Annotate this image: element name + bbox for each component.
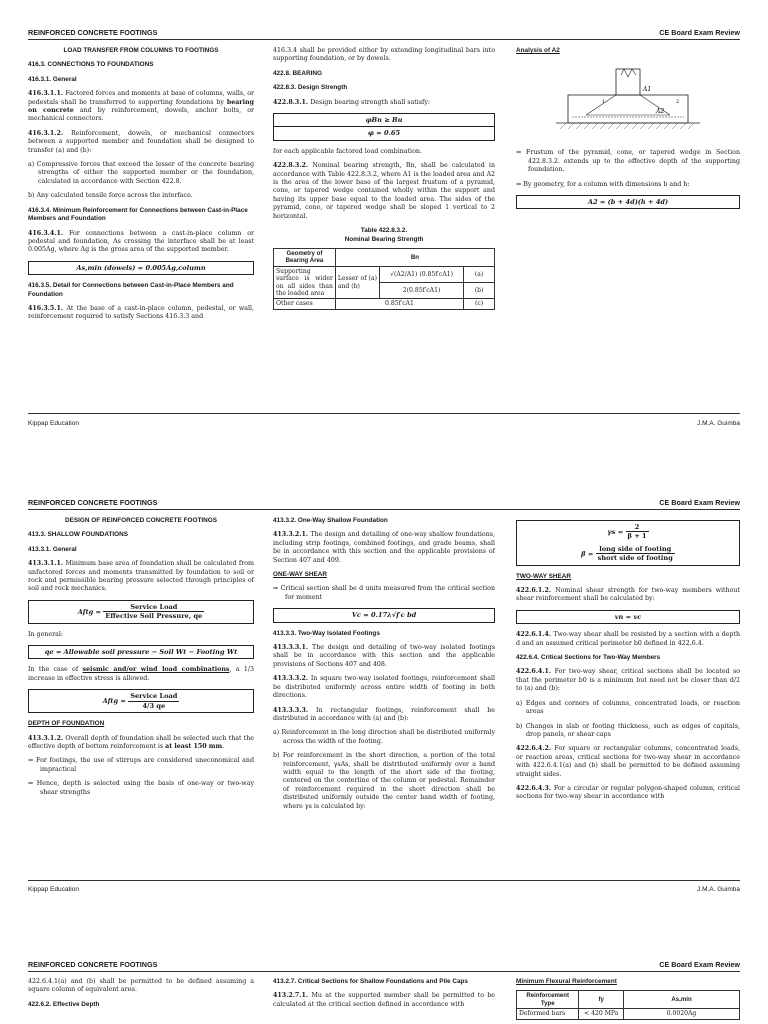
clause-416351: [28, 305, 254, 322]
table-header: Geometry of Bearing Area: [274, 248, 336, 266]
numerator: Service Load: [103, 603, 204, 612]
clause-text: , a 1/3 increase in effective stress is allowed.: [28, 666, 254, 682]
clause-text: .: [222, 742, 225, 750]
denominator: β + 1: [627, 532, 647, 541]
table-cell: 0.85f′cA1: [335, 299, 463, 309]
section-heading: 422.8. BEARING: [273, 69, 323, 77]
list-item-b: b) Changes in slab or footing thickness, such as edges of capitals, drop panels, or shear caps: [516, 722, 740, 738]
page1-column-2: [273, 47, 495, 310]
clause-number: 416.3.1.2.: [28, 129, 72, 137]
arrow-note: ⇒ Critical section shall be d units measured from the critical section for moment: [273, 585, 495, 601]
section-heading: ONE-WAY SHEAR: [273, 571, 327, 579]
page-3: [0, 940, 768, 1024]
table-cell: Supporting surface is wider on all sides than the loaded area: [274, 266, 336, 299]
bearing-strength-table: [273, 248, 495, 310]
table-cell: Other cases: [274, 299, 336, 309]
label-slope-1: 1: [602, 99, 606, 106]
footer-author: J.M.A. Guimba: [697, 886, 740, 893]
table-title: Table 422.8.3.2.: [360, 227, 408, 235]
subsection-heading: 413.2.7. Critical Sections for Shallow Foundations and Pile Caps: [273, 978, 468, 985]
footer-publisher: Kippap Education: [28, 886, 79, 893]
arrow-note: ⇒ For footings, the use of stirrups are considered uneconomical and impractical: [28, 757, 254, 773]
clause-number: 422.6.4.1.: [516, 668, 555, 676]
table-cell: Lesser of (a) and (b): [335, 266, 379, 299]
clause-413311: [28, 560, 254, 594]
clause-emphasis: seismic and/or wind load combinations: [82, 666, 230, 674]
header-title: REINFORCED CONCRETE FOOTINGS: [28, 28, 158, 37]
section-heading: 416.3. CONNECTIONS TO FOUNDATIONS: [28, 61, 154, 69]
label-slope-2: 2: [676, 99, 680, 106]
section-heading: Minimum Flexural Reinforcement: [516, 978, 617, 985]
clause-text: For a circular or regular polygon-shaped column, critical sections for two-way shear in accordance with: [516, 784, 741, 801]
clause-422614: [516, 631, 740, 648]
subsection-heading: 422.6.2. Effective Depth: [28, 1000, 100, 1008]
clause-number: 422.8.3.2.: [273, 162, 313, 170]
subsection-heading: 413.3.1. General: [28, 545, 77, 553]
table-cell: 2(0.85f′cA1): [380, 283, 464, 299]
clause-number: 422.6.4.3.: [516, 784, 554, 792]
clause-number: 422.6.1.2.: [516, 587, 556, 595]
frustum-left-edge: [586, 95, 616, 115]
clause-text: Minimum base area of foundation shall be calculated from unfactored forces and moments transmitted by foundation to soil or rock and permissible bearing pressure selected through principles of soil and rock mechanics.: [28, 560, 254, 593]
header-subtitle: CE Board Exam Review: [659, 28, 740, 37]
table-cell: [380, 266, 464, 282]
equation-gamma: [517, 521, 739, 543]
clause-text: and by reinforcement, dowels, anchor bolts, or mechanical connectors.: [28, 107, 255, 123]
clause-text: Nominal bearing strength, Bn, shall be calculated in accordance with Table 422.8.3.2, where A1 is the loaded area and A2 is the area of the lower base of the largest frustum of a pyramid, cone, or tapered wedge contained wholly within the support and having its upper base equal to the loaded area. The sides of the pyramid, cone, or tapered wedge shall be sloped 1 vertical to 2 horizontal.: [273, 162, 495, 220]
clause-number: 416.3.4.1.: [28, 229, 69, 237]
clause-text: The design and detailing of two-way isolated footings shall be in accordance with this section and the applicable provisions of Sections 407 and 408.: [273, 644, 495, 668]
equation-lhs: Aftg =: [77, 607, 102, 616]
equation-beta: [517, 543, 739, 565]
equation-lhs: β =: [581, 549, 594, 558]
table-header: Bn: [335, 248, 494, 266]
fraction: [626, 523, 649, 541]
footer-rule: [28, 880, 740, 881]
paragraph-seismic: [28, 666, 254, 683]
section-title: DESIGN OF REINFORCED CONCRETE FOOTINGS: [65, 517, 217, 524]
equation-asmin: As,min (dowels) = 0.005Ag,column: [28, 261, 254, 275]
table-cell: 0.0020Ag: [624, 1009, 740, 1019]
clause-422831: [273, 99, 495, 107]
equation-bearing: [273, 113, 495, 141]
clause-number: 413.3.1.2.: [28, 734, 66, 742]
clause-422643: [516, 785, 740, 802]
list-item-a: a) Reinforcement in the long direction shall be distributed uniformly across the width of the footing.: [273, 729, 495, 745]
clause-number: 413.3.3.1.: [273, 644, 313, 652]
table-header-row: [517, 991, 740, 1009]
clause-text: For connections between a cast-in-place column or pedestal and foundation, As crossing the interface shall be at least 0.005Ag, where Ag is the gross area of the supported member.: [28, 229, 254, 254]
ground-hatch: [560, 123, 694, 129]
equation-vn: vn = vc: [516, 610, 740, 624]
clause-number: 422.6.4.2.: [516, 745, 555, 753]
footing-shape: [568, 95, 688, 123]
clause-text: Nominal shear strength for two-way members without shear reinforcement shall be calculated by:: [516, 587, 740, 603]
paragraph-continued: 422.6.4.1(a) and (b) shall be permitted to be defined assuming a square column of equivalent area.: [28, 978, 254, 994]
table-cell: (a): [464, 266, 495, 282]
clause-413332: [273, 675, 495, 700]
page2-column-2: [273, 517, 495, 817]
footer-publisher: Kippap Education: [28, 420, 79, 427]
page2-column-1: [28, 517, 254, 803]
numerator: Service Load: [130, 692, 178, 701]
section-heading: DEPTH OF FOUNDATION: [28, 720, 105, 728]
table-header: fy: [579, 991, 624, 1009]
clause-text: For two-way shear, critical sections shall be located so that the perimeter b0 is a minimum but need not be closer than d/2 to (a) and (b):: [516, 668, 741, 693]
header-rule: [28, 509, 740, 510]
frustum-right-edge: [640, 95, 670, 115]
arrow-note: ⇒ Frustum of the pyramid, cone, or tapered wedge in Section 422.8.3.2. extends up to the effective depth of the supporting foundation.: [516, 149, 740, 174]
fraction: [128, 692, 179, 710]
table-cell: (c): [464, 299, 495, 309]
header-title: REINFORCED CONCRETE FOOTINGS: [28, 960, 158, 969]
subsection-heading: 422.8.3. Design Strength: [273, 84, 348, 92]
table-header-row: [274, 248, 495, 266]
clause-text: Overall depth of foundation shall be selected such that the effective depth of bottom reinforcement is: [28, 734, 254, 750]
equation-a2: A2 = (b + 4d)(h + 4d): [516, 195, 740, 209]
table-cell: Deformed bars: [517, 1009, 579, 1019]
formula: (0.85f′cA1): [419, 270, 453, 278]
clause-number: 413.3.2.1.: [273, 531, 311, 539]
clause-413312: [28, 735, 254, 752]
list-item-a: a) Edges and corners of columns, concentrated loads, or reaction areas: [516, 699, 740, 716]
clause-text: Mu at the supported member shall be permitted to be calculated at the critical section defined in accordance with: [273, 992, 496, 1008]
table-row: [517, 1009, 740, 1019]
clause-413271: [273, 992, 495, 1009]
page1-column-1: [28, 47, 254, 328]
arrow-note: ⇒ By geometry, for a column with dimensions b and h:: [516, 180, 690, 188]
page-2: [0, 470, 768, 900]
clause-text: Two-way shear shall be resisted by a section with a depth d and an assumed critical perimeter b0 defined in 422.6.4.: [516, 631, 740, 647]
table-header: As,min: [624, 991, 740, 1009]
frustum-diagram: [516, 61, 740, 143]
clause-emphasis: at least 150 mm: [165, 742, 223, 750]
page3-column-3: [516, 978, 740, 1020]
numerator: 2: [626, 523, 649, 532]
page3-column-1: [28, 978, 254, 1015]
equation-aftg-seismic: [28, 689, 254, 713]
clause-number: 413.3.1.1.: [28, 560, 66, 568]
equation-lhs: Aftg =: [102, 697, 126, 706]
subsection-heading: 413.3.2. One-Way Shallow Foundation: [273, 517, 388, 524]
header-title: REINFORCED CONCRETE FOOTINGS: [28, 498, 158, 507]
table-row: [274, 266, 495, 282]
table-row: [274, 299, 495, 309]
header-subtitle: CE Board Exam Review: [659, 498, 740, 507]
table-cell: < 420 MPa: [579, 1009, 624, 1019]
list-item-b: b) For reinforcement in the short direction, a portion of the total reinforcement, γsAs, shall be distributed uniformly over a band width equal to the length of the short side of the footing, centered on the centerline of the column or pedestal. Remainder of reinforcement required in the short direction shall be distributed uniformly outside the center band width of footing, where γs is calculated by:: [273, 752, 495, 810]
clause-422832: [273, 162, 495, 221]
clause-422642: [516, 745, 740, 779]
clause-422641: [516, 668, 740, 693]
list-item-b: b) Any calculated tensile force across the interface.: [28, 192, 193, 200]
section-heading: Analysis of A2: [516, 47, 560, 54]
clause-number: 413.3.3.3.: [273, 706, 317, 714]
clause-number: 422.6.1.4.: [516, 631, 554, 639]
clause-text: For square or rectangular columns, concentrated loads, or reaction areas, critical sections for two-way shear in accordance with 422.6.4.1(a) and (b) shall be permitted to be defined assuming straight sides.: [516, 745, 740, 778]
clause-number: 413.3.3.2.: [273, 675, 311, 683]
clause-text: In rectangular footings, reinforcement shall be distributed in accordance with (a) and (b):: [273, 706, 495, 722]
equation-line: φ = 0.65: [274, 126, 494, 139]
equation-aftg: [28, 600, 254, 624]
subsection-heading: 416.3.4. Minimum Reinforcement for Connections between Cast-in-Place Members and Foundation: [28, 206, 248, 223]
arrow-note: ⇒ Hence, depth is selected using the basis of one-way or two-way shear strengths: [28, 780, 254, 796]
subsection-heading: 416.3.5. Detail for Connections between Cast-in-Place Members and Foundation: [28, 282, 234, 298]
subsection-heading: 422.6.4. Critical Sections for Two-Way Members: [516, 654, 661, 662]
fraction: [596, 545, 675, 563]
paragraph: In general:: [28, 630, 63, 638]
clause-text: In the case of: [28, 666, 83, 674]
clause-emphasis: bearing on concrete: [28, 98, 254, 115]
denominator: Effective Soil Pressure, qe: [105, 612, 203, 621]
clause-416341: [28, 230, 254, 255]
numerator: long side of footing: [596, 545, 675, 554]
clause-text: Design bearing strength shall satisfy:: [310, 98, 430, 106]
equation-line: φBn ≥ Bu: [365, 116, 403, 125]
clause-416311: [28, 90, 254, 124]
section-heading: 413.3. SHALLOW FOUNDATIONS: [28, 531, 129, 539]
clause-416312: [28, 130, 254, 155]
clause-text: Reinforcement, dowels, or mechanical connectors between a supported member and foundation shall be designed to transfer (a) and (b):: [28, 129, 254, 154]
table-subtitle: Nominal Bearing Strength: [344, 235, 424, 243]
equation-qe: qe = Allowable soil pressure − Soil Wt − Footing Wt: [28, 645, 254, 659]
clause-text: At the base of a cast-in-place column, pedestal, or wall, reinforcement required to satisfy Sections 416.3.3 and: [28, 304, 254, 321]
page3-column-2: [273, 978, 495, 1015]
header-rule: [28, 971, 740, 972]
denominator: short side of footing: [597, 554, 673, 563]
list-item-a: a) Compressive forces that exceed the lesser of the concrete bearing strengths of either the supported member or the foundation, calculated in accordance with Section 422.8.: [28, 161, 254, 185]
footer-author: J.M.A. Guimba: [697, 420, 740, 427]
clause-413333: [273, 707, 495, 724]
page2-column-3: [516, 517, 740, 808]
label-a1: A1: [643, 86, 652, 94]
load-zigzag: [621, 69, 636, 77]
min-flexural-table: [516, 990, 740, 1019]
equation-gamma-beta: [516, 520, 740, 566]
clause-number: 413.2.7.1.: [273, 992, 312, 1000]
clause-text: Factored forces and moments at base of columns, walls, or pedestals shall be transferred to supporting foundations by: [28, 90, 255, 106]
table-cell: (b): [464, 283, 495, 299]
table-header: Reinforcement Type: [517, 991, 579, 1009]
subsection-heading: 416.3.1. General: [28, 75, 77, 83]
label-a2: A2: [656, 108, 665, 116]
clause-text: In square two-way isolated footings, reinforcement shall be distributed uniformly across entire width of footing in both directions.: [273, 675, 495, 700]
footer-rule: [28, 413, 740, 414]
equation-lhs: γs =: [607, 527, 624, 536]
header-subtitle: CE Board Exam Review: [659, 960, 740, 969]
clause-413321: [273, 531, 495, 565]
equation-vc: Vc = 0.17λ√f′c bd: [273, 608, 495, 622]
section-heading: TWO-WAY SHEAR: [516, 572, 572, 580]
clause-422612: [516, 587, 740, 604]
clause-413331: [273, 644, 495, 669]
page1-column-3: [516, 47, 740, 216]
clause-text: The design and detailing of one-way shallow foundations, including strip footings, combined footings, and grade beams, shall be in accordance with this section and the applicable provisions of Section 407 and 409.: [273, 531, 495, 564]
subsection-heading: 413.3.3. Two-Way Isolated Footings: [273, 629, 380, 637]
denominator: 4/3 qe: [142, 701, 166, 710]
section-title: LOAD TRANSFER FROM COLUMNS TO FOOTINGS: [63, 47, 219, 54]
paragraph: for each applicable factored load combination.: [273, 147, 422, 155]
column-shape: [616, 69, 640, 95]
clause-number: 416.3.5.1.: [28, 304, 67, 312]
clause-number: 416.3.1.1.: [28, 90, 66, 98]
header-rule: [28, 39, 740, 40]
page-1: [0, 0, 768, 446]
sqrt-ratio: √(A2/A1): [390, 270, 418, 278]
clause-number: 422.8.3.1.: [273, 98, 311, 106]
paragraph-continued: 416.3.4 shall be provided either by extending longitudinal bars into supporting foundation, or by dowels.: [273, 47, 495, 63]
fraction: [103, 603, 204, 621]
